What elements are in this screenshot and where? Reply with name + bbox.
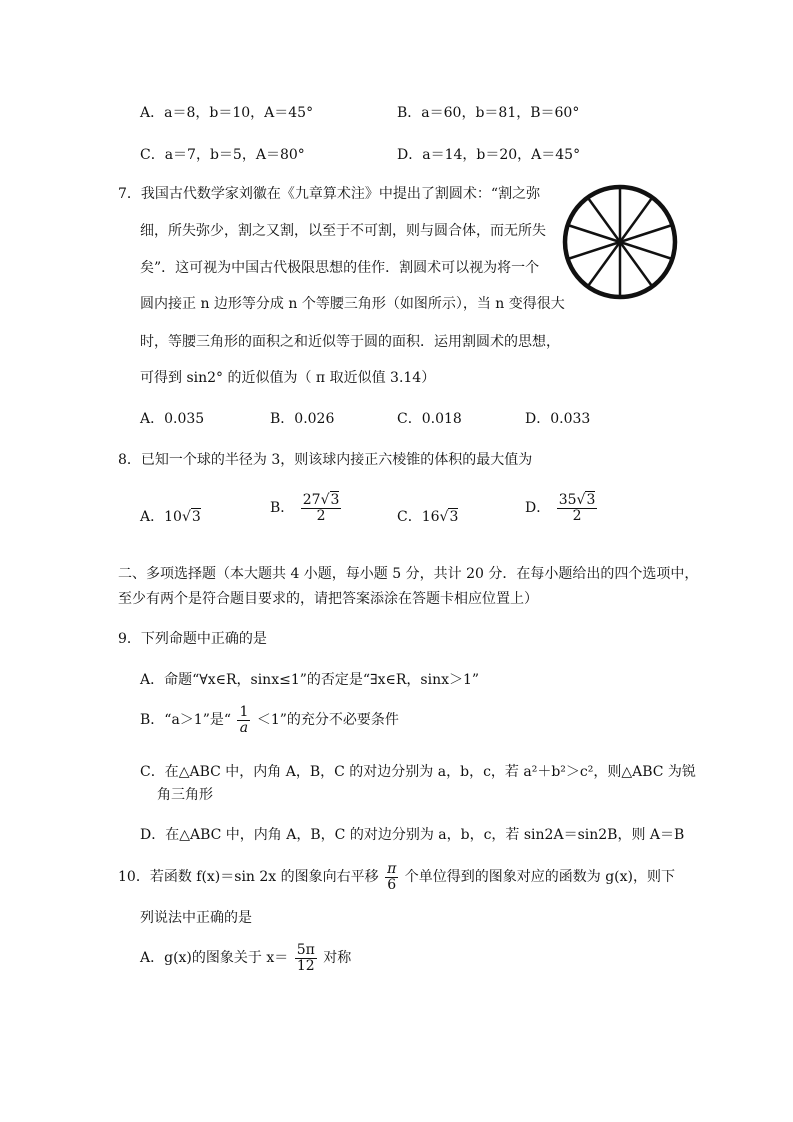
q10-stem-suffix: 个单位得到的图象对应的函数为 g(x)，则下: [404, 869, 675, 886]
q8-option-a-coefficient: 10: [164, 509, 182, 525]
q10-stem-denominator: 6: [387, 876, 397, 893]
q8-stem: 8．已知一个球的半径为 3，则该球内接正六棱锥的体积的最大值为: [118, 452, 533, 468]
q10-stem-fraction: [385, 862, 398, 892]
q7-text-line-6: 可得到 sin2° 的近似值为（ π 取近似值 3.14）: [140, 370, 436, 386]
q9-option-b-fraction: [237, 705, 250, 735]
q8-option-d-numerator-coefficient: 35: [558, 492, 577, 508]
q8-option-c-label: C．: [397, 509, 422, 525]
q8-option-b-fraction: $\frac{27√3}{2}$: [302, 492, 340, 524]
q8-option-a-radicand: 3: [191, 509, 201, 525]
q8-option-d-numerator-radicand: 3: [586, 492, 596, 508]
q10-option-a-denominator: 12: [296, 957, 315, 974]
q10-stem-line-2: 列说法中正确的是: [140, 910, 252, 926]
circle-division-figure: [560, 184, 680, 304]
q8-option-d-denominator: 2: [572, 507, 582, 524]
q10-option-a-suffix: 对称: [323, 950, 352, 967]
q9-option-a: A．命题“∀x∈R，sinx≤1”的否定是“∃x∈R，sinx＞1”: [140, 672, 480, 688]
q7-option-a: A．0.035: [140, 411, 205, 427]
q7-option-c: C．0.018: [397, 411, 462, 427]
q8-option-b-numerator-coefficient: 27: [302, 492, 321, 508]
section-2-heading-line-2: 至少有两个是符合题目要求的，请把答案添涂在答题卡相应位置上）: [118, 591, 538, 607]
q8-option-b-denominator: 2: [316, 507, 326, 524]
q8-option-a-label: A．: [140, 509, 165, 525]
q8-option-b-label: B．: [270, 500, 295, 517]
q10-stem-prefix: 10．若函数 f(x)＝sin 2x 的图象向右平移: [118, 869, 379, 886]
q8-option-b-numerator-radicand: 3: [330, 492, 340, 508]
q7-option-d: D．0.033: [525, 411, 591, 427]
q6-option-b: B．a＝60，b＝81，B＝60°: [397, 105, 580, 121]
q9-option-d: D．在△ABC 中，内角 A，B，C 的对边分别为 a，b，c，若 sin2A＝sin2B，则 A＝B: [140, 827, 685, 843]
q9-option-b-numerator: 1: [239, 704, 249, 720]
q8-option-c-radicand: 3: [449, 509, 459, 525]
center-point: [617, 239, 623, 245]
q10-stem-line-1: [118, 862, 675, 892]
q6-option-a: A．a＝8，b＝10，A＝45°: [140, 105, 314, 121]
q8-option-a: A．10√3: [140, 509, 201, 525]
q8-option-c-coefficient: 16: [421, 509, 440, 525]
q7-text-line-5: 时，等腰三角形的面积之和近似等于圆的面积．运用割圆术的思想，: [140, 334, 560, 350]
q9-option-b-denominator: a: [239, 719, 249, 736]
q10-option-a: [140, 943, 351, 973]
q7-text-line-2: 细，所失弥少，割之又割，以至于不可割，则与圆合体，而无所失: [140, 223, 546, 239]
q10-option-a-numerator: 5π: [296, 942, 315, 958]
q7-text-line-1: 7．我国古代数学家刘徽在《九章算术注》中提出了割圆术：“割之弥: [118, 186, 541, 202]
q9-option-c-line-1: C．在△ABC 中，内角 A，B，C 的对边分别为 a，b，c，若 a²＋b²＞c²，则△ABC 为锐: [140, 764, 696, 780]
q8-option-c: C．16√3: [397, 509, 459, 525]
q7-text-line-4: 圆内接正 n 边形等分成 n 个等腰三角形（如图所示），当 n 变得很大: [140, 296, 565, 312]
q8-option-d-label: D．: [525, 500, 551, 517]
q9-option-b-prefix: B．“a＞1”是“: [140, 712, 232, 729]
q7-text-line-3: 矣”．这可视为中国古代极限思想的佳作．割圆术可以视为将一个: [140, 260, 540, 276]
q9-option-c-line-2: 角三角形: [157, 787, 213, 803]
q10-option-a-fraction: [295, 943, 317, 973]
q9-stem: 9．下列命题中正确的是: [118, 631, 267, 647]
q10-option-a-prefix: A．g(x)的图象关于 x＝: [140, 950, 289, 967]
q9-option-b: [140, 705, 399, 735]
section-2-heading-line-1: 二、多项选择题（本大题共 4 小题，每小题 5 分，共计 20 分．在每小题给出的四个选项中，: [118, 566, 699, 582]
q6-option-d: D．a＝14，b＝20，A＝45°: [397, 147, 581, 163]
q7-option-b: B．0.026: [270, 411, 335, 427]
q9-option-b-suffix: ＜1”的充分不必要条件: [256, 712, 399, 729]
q10-stem-numerator: π: [387, 861, 397, 877]
q8-option-d: [525, 493, 599, 523]
q8-option-d-fraction: $\frac{35√3}{2}$: [558, 492, 596, 524]
q8-option-b: [270, 493, 343, 523]
q6-option-c: C．a＝7，b＝5，A＝80°: [140, 147, 305, 163]
